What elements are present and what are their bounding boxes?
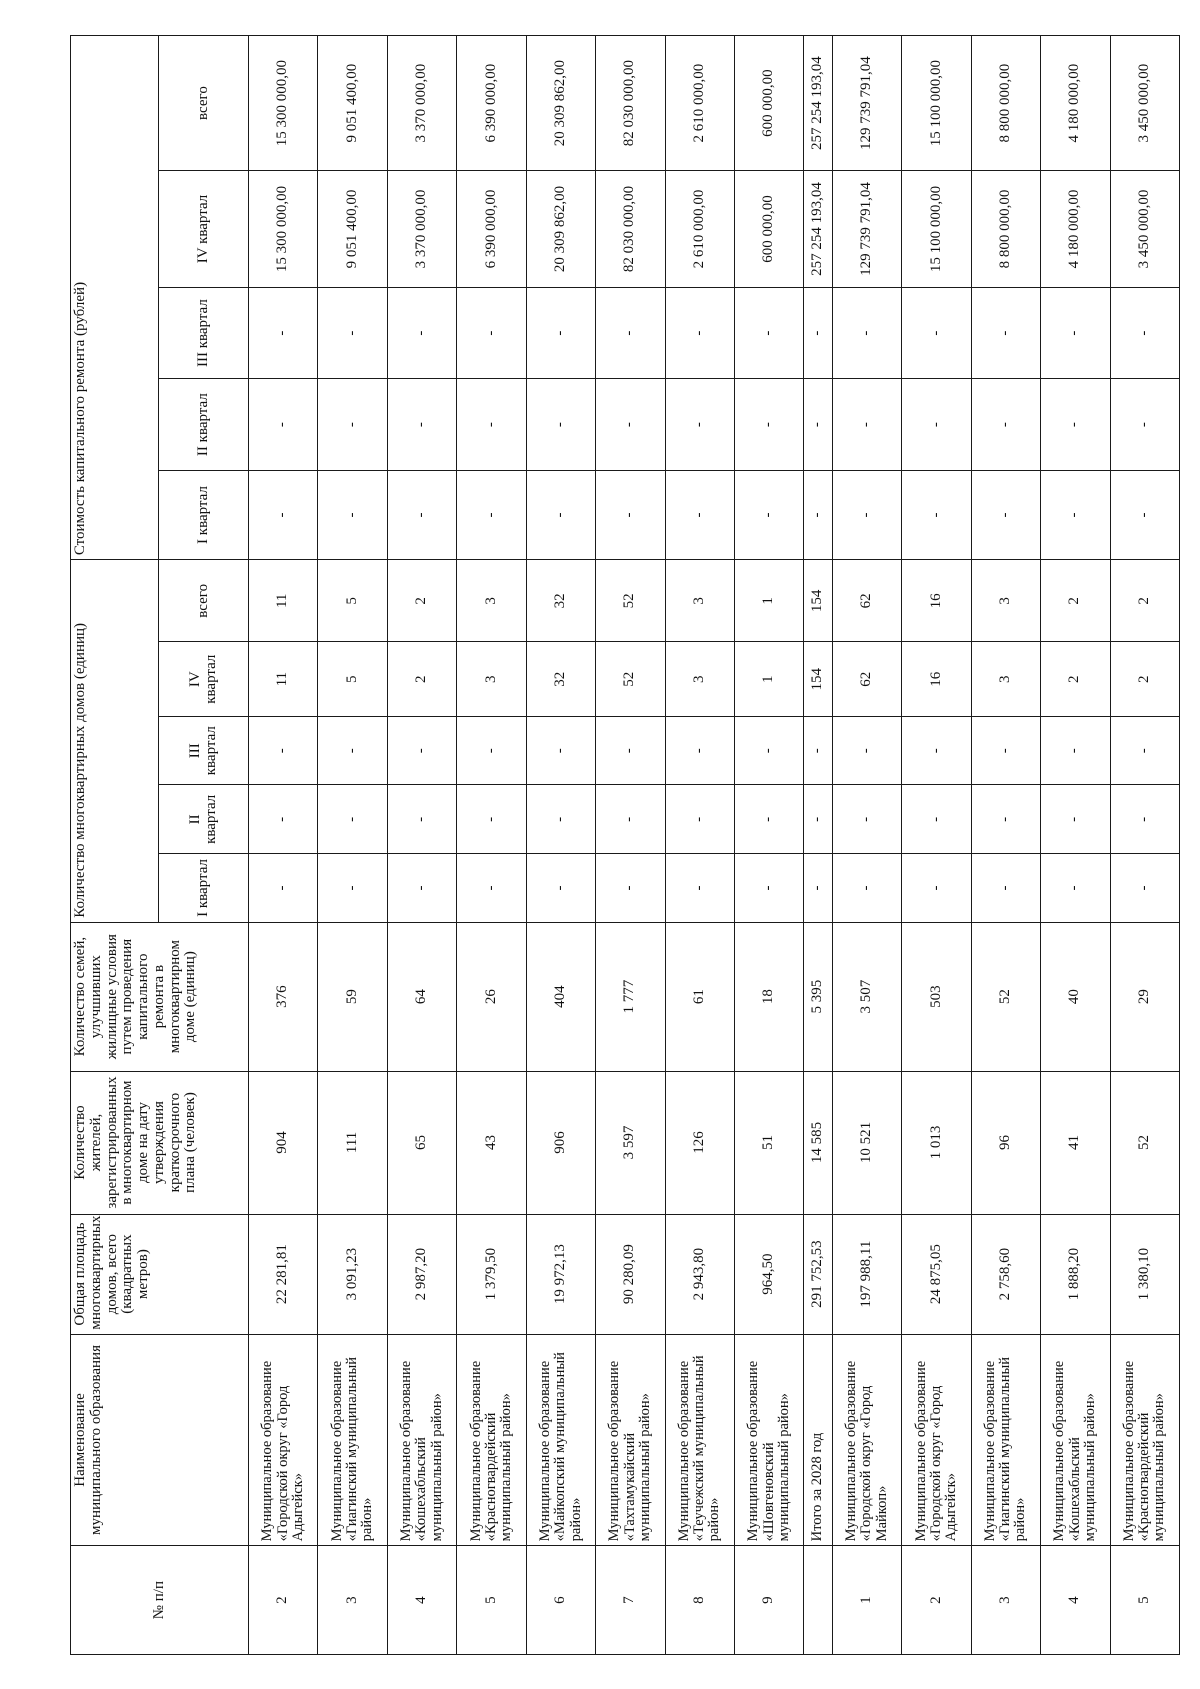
cost-q4-cell: 600 000,00 — [734, 171, 803, 288]
cost-q2-cell: - — [318, 379, 387, 471]
houses-total-cell: 62 — [832, 560, 901, 642]
cost-q3-cell: - — [526, 287, 595, 379]
cost-q1-cell: - — [804, 470, 832, 559]
cost-q3-cell: - — [318, 287, 387, 379]
residents-cell: 1 013 — [902, 1071, 971, 1214]
houses-total-cell: 3 — [971, 560, 1040, 642]
area-cell: 1 380,10 — [1110, 1214, 1180, 1334]
houses-q4-cell: 32 — [526, 642, 595, 716]
header-families: Количество семей, улучшивших жилищные условия путем проведения капитального ремонта в многоквартирном доме (единиц) — [71, 922, 249, 1071]
houses-q3-cell: - — [318, 716, 387, 785]
municipality-name: Муниципальное образование «Теучежский муниципальный район» — [665, 1334, 734, 1546]
cost-q2-cell: - — [804, 379, 832, 471]
area-cell: 24 875,05 — [902, 1214, 971, 1334]
families-cell: 3 507 — [832, 922, 901, 1071]
area-cell: 90 280,09 — [596, 1214, 665, 1334]
houses-q2-cell: - — [526, 785, 595, 854]
row-number: 5 — [457, 1546, 526, 1655]
families-cell: 61 — [665, 922, 734, 1071]
header-houses-group: Количество многоквартирных домов (единиц) — [71, 560, 159, 923]
families-cell: 404 — [526, 922, 595, 1071]
cost-q3-cell: - — [457, 287, 526, 379]
cost-q1-cell: - — [665, 470, 734, 559]
residents-cell: 51 — [734, 1071, 803, 1214]
row-number: 2 — [902, 1546, 971, 1655]
cost-q1-cell: - — [902, 470, 971, 559]
header-houses-q1: I квартал — [159, 854, 249, 923]
cost-q3-cell: - — [387, 287, 456, 379]
families-cell: 40 — [1041, 922, 1110, 1071]
houses-q1-cell: - — [457, 854, 526, 923]
municipality-name: Муниципальное образование «Кошехабльский муниципальный район» — [387, 1334, 456, 1546]
cost-total-cell: 15 100 000,00 — [902, 36, 971, 171]
families-cell: 26 — [457, 922, 526, 1071]
municipality-name: Муниципальное образование «Красногвардейский муниципальный район» — [457, 1334, 526, 1546]
cost-q2-cell: - — [1110, 379, 1180, 471]
table-row — [665, 36, 734, 1655]
houses-q2-cell: - — [902, 785, 971, 854]
houses-q4-cell: 3 — [457, 642, 526, 716]
houses-q2-cell: - — [596, 785, 665, 854]
row-number: 3 — [318, 1546, 387, 1655]
families-cell: 18 — [734, 922, 803, 1071]
cost-total-cell: 3 370 000,00 — [387, 36, 456, 171]
area-cell: 2 943,80 — [665, 1214, 734, 1334]
table-body — [249, 36, 1180, 1655]
table-row — [1041, 36, 1110, 1655]
header-houses-total: всего — [159, 560, 249, 642]
header-cost-q3: III квартал — [159, 287, 249, 379]
cost-q4-cell: 129 739 791,04 — [832, 171, 901, 288]
cost-q3-cell: - — [804, 287, 832, 379]
table-row — [734, 36, 803, 1655]
cost-q1-cell: - — [734, 470, 803, 559]
municipality-name: Муниципальное образование «Городской округ «Город Адыгейск» — [249, 1334, 318, 1546]
municipality-name: Муниципальное образование «Городской округ «Город Майкоп» — [832, 1334, 901, 1546]
families-cell: 376 — [249, 922, 318, 1071]
table-row — [1110, 36, 1180, 1655]
houses-q1-cell: - — [1041, 854, 1110, 923]
families-cell: 1 777 — [596, 922, 665, 1071]
cost-q2-cell: - — [902, 379, 971, 471]
houses-q2-cell: - — [665, 785, 734, 854]
header-cost-group: Стоимость капитального ремонта (рублей) — [71, 36, 159, 560]
houses-q3-cell: - — [971, 716, 1040, 785]
houses-q3-cell: - — [734, 716, 803, 785]
houses-total-cell: 2 — [1041, 560, 1110, 642]
houses-q4-cell: 11 — [249, 642, 318, 716]
families-cell: 29 — [1110, 922, 1180, 1071]
header-houses-q4: IV квартал — [159, 642, 249, 716]
row-number: 9 — [734, 1546, 803, 1655]
cost-total-cell: 3 450 000,00 — [1110, 36, 1180, 171]
houses-q4-cell: 62 — [832, 642, 901, 716]
cost-q2-cell: - — [832, 379, 901, 471]
houses-total-cell: 2 — [1110, 560, 1180, 642]
cost-q3-cell: - — [734, 287, 803, 379]
cost-q4-cell: 2 610 000,00 — [665, 171, 734, 288]
header-houses-q2: II квартал — [159, 785, 249, 854]
row-number: 1 — [832, 1546, 901, 1655]
houses-q3-cell: - — [596, 716, 665, 785]
municipality-name: Муниципальное образование «Тахтамукайский муниципальный район» — [596, 1334, 665, 1546]
table-row — [902, 36, 971, 1655]
cost-q2-cell: - — [387, 379, 456, 471]
houses-q4-cell: 1 — [734, 642, 803, 716]
cost-q2-cell: - — [526, 379, 595, 471]
houses-q3-cell: - — [387, 716, 456, 785]
cost-q1-cell: - — [457, 470, 526, 559]
row-number — [804, 1546, 832, 1655]
cost-q4-cell: 4 180 000,00 — [1041, 171, 1110, 288]
cost-q4-cell: 9 051 400,00 — [318, 171, 387, 288]
cost-q4-cell: 20 309 862,00 — [526, 171, 595, 288]
cost-total-cell: 129 739 791,04 — [832, 36, 901, 171]
houses-q3-cell: - — [249, 716, 318, 785]
residents-cell: 111 — [318, 1071, 387, 1214]
cost-total-cell: 4 180 000,00 — [1041, 36, 1110, 171]
cost-q1-cell: - — [387, 470, 456, 559]
table-row — [526, 36, 595, 1655]
houses-q2-cell: - — [387, 785, 456, 854]
houses-q4-cell: 2 — [387, 642, 456, 716]
area-cell: 2 987,20 — [387, 1214, 456, 1334]
area-cell: 1 379,50 — [457, 1214, 526, 1334]
houses-total-cell: 3 — [457, 560, 526, 642]
area-cell: 2 758,60 — [971, 1214, 1040, 1334]
row-number: 2 — [249, 1546, 318, 1655]
residents-cell: 904 — [249, 1071, 318, 1214]
residents-cell: 10 521 — [832, 1071, 901, 1214]
cost-total-cell: 15 300 000,00 — [249, 36, 318, 171]
cost-q3-cell: - — [665, 287, 734, 379]
area-cell: 3 091,23 — [318, 1214, 387, 1334]
residents-cell: 41 — [1041, 1071, 1110, 1214]
row-number: 4 — [1041, 1546, 1110, 1655]
houses-q4-cell: 3 — [665, 642, 734, 716]
houses-q1-cell: - — [387, 854, 456, 923]
header-residents: Количество жителей, зарегистрированных в многоквартирном доме на дату утверждения краткосрочного плана (человек) — [71, 1071, 249, 1214]
cost-q3-cell: - — [832, 287, 901, 379]
houses-q2-cell: - — [971, 785, 1040, 854]
cost-total-cell: 600 000,00 — [734, 36, 803, 171]
cost-total-cell: 82 030 000,00 — [596, 36, 665, 171]
cost-q2-cell: - — [596, 379, 665, 471]
row-number: 8 — [665, 1546, 734, 1655]
cost-q3-cell: - — [1110, 287, 1180, 379]
cost-q1-cell: - — [971, 470, 1040, 559]
cost-q4-cell: 3 370 000,00 — [387, 171, 456, 288]
area-cell: 964,50 — [734, 1214, 803, 1334]
residents-cell: 14 585 — [804, 1071, 832, 1214]
houses-q2-cell: - — [832, 785, 901, 854]
cost-q3-cell: - — [1041, 287, 1110, 379]
cost-q1-cell: - — [1041, 470, 1110, 559]
families-cell: 503 — [902, 922, 971, 1071]
municipality-name: Муниципальное образование «Майкопский муниципальный район» — [526, 1334, 595, 1546]
row-number: 6 — [526, 1546, 595, 1655]
houses-q3-cell: - — [526, 716, 595, 785]
cost-q1-cell: - — [596, 470, 665, 559]
municipality-name: Муниципальное образование «Гиагинский муниципальный район» — [971, 1334, 1040, 1546]
houses-q2-cell: - — [249, 785, 318, 854]
houses-total-cell: 52 — [596, 560, 665, 642]
houses-q2-cell: - — [1041, 785, 1110, 854]
cost-total-cell: 20 309 862,00 — [526, 36, 595, 171]
table-row — [832, 36, 901, 1655]
houses-q2-cell: - — [318, 785, 387, 854]
header-cost-q2: II квартал — [159, 379, 249, 471]
header-area: Общая площадь многоквартирных домов, всего (квадратных метров) — [71, 1214, 249, 1334]
houses-q3-cell: - — [1041, 716, 1110, 785]
residents-cell: 96 — [971, 1071, 1040, 1214]
residents-cell: 52 — [1110, 1071, 1180, 1214]
houses-q4-cell: 52 — [596, 642, 665, 716]
cost-q4-cell: 257 254 193,04 — [804, 171, 832, 288]
header-cost-total: всего — [159, 36, 249, 171]
houses-q3-cell: - — [457, 716, 526, 785]
houses-q3-cell: - — [902, 716, 971, 785]
cost-q2-cell: - — [734, 379, 803, 471]
residents-cell: 43 — [457, 1071, 526, 1214]
houses-q4-cell: 154 — [804, 642, 832, 716]
cost-q2-cell: - — [249, 379, 318, 471]
houses-q1-cell: - — [596, 854, 665, 923]
cost-q4-cell: 15 100 000,00 — [902, 171, 971, 288]
cost-q1-cell: - — [526, 470, 595, 559]
residents-cell: 126 — [665, 1071, 734, 1214]
families-cell: 52 — [971, 922, 1040, 1071]
houses-q2-cell: - — [734, 785, 803, 854]
houses-q4-cell: 5 — [318, 642, 387, 716]
cost-total-cell: 9 051 400,00 — [318, 36, 387, 171]
cost-q4-cell: 15 300 000,00 — [249, 171, 318, 288]
cost-total-cell: 6 390 000,00 — [457, 36, 526, 171]
row-number: 4 — [387, 1546, 456, 1655]
cost-q1-cell: - — [1110, 470, 1180, 559]
houses-q1-cell: - — [734, 854, 803, 923]
area-cell: 197 988,11 — [832, 1214, 901, 1334]
houses-q4-cell: 16 — [902, 642, 971, 716]
header-houses-q3: III квартал — [159, 716, 249, 785]
cost-q2-cell: - — [971, 379, 1040, 471]
table-row — [596, 36, 665, 1655]
houses-q3-cell: - — [804, 716, 832, 785]
cost-q1-cell: - — [249, 470, 318, 559]
cost-q4-cell: 82 030 000,00 — [596, 171, 665, 288]
houses-total-cell: 16 — [902, 560, 971, 642]
municipality-name: Муниципальное образование «Шовгеновский муниципальный район» — [734, 1334, 803, 1546]
cost-total-cell: 257 254 193,04 — [804, 36, 832, 171]
houses-q3-cell: - — [1110, 716, 1180, 785]
table-row — [457, 36, 526, 1655]
houses-q1-cell: - — [526, 854, 595, 923]
area-cell: 22 281,81 — [249, 1214, 318, 1334]
cost-q4-cell: 8 800 000,00 — [971, 171, 1040, 288]
houses-q3-cell: - — [832, 716, 901, 785]
table-row — [249, 36, 318, 1655]
houses-q2-cell: - — [1110, 785, 1180, 854]
cost-q3-cell: - — [971, 287, 1040, 379]
header-name: Наименование муниципального образования — [71, 1334, 249, 1546]
families-cell: 64 — [387, 922, 456, 1071]
cost-q4-cell: 3 450 000,00 — [1110, 171, 1180, 288]
row-number: 5 — [1110, 1546, 1180, 1655]
houses-total-cell: 1 — [734, 560, 803, 642]
houses-total-cell: 5 — [318, 560, 387, 642]
area-cell: 291 752,53 — [804, 1214, 832, 1334]
rotated-page — [70, 35, 1180, 1655]
municipality-name: Муниципальное образование «Гиагинский муниципальный район» — [318, 1334, 387, 1546]
houses-q2-cell: - — [457, 785, 526, 854]
table-row — [387, 36, 456, 1655]
row-number: 7 — [596, 1546, 665, 1655]
cost-total-cell: 8 800 000,00 — [971, 36, 1040, 171]
houses-total-cell: 3 — [665, 560, 734, 642]
houses-q1-cell: - — [804, 854, 832, 923]
cost-q2-cell: - — [1041, 379, 1110, 471]
houses-q4-cell: 3 — [971, 642, 1040, 716]
cost-q1-cell: - — [832, 470, 901, 559]
table-row — [804, 36, 832, 1655]
residents-cell: 906 — [526, 1071, 595, 1214]
header-cost-q1: I квартал — [159, 470, 249, 559]
cost-q1-cell: - — [318, 470, 387, 559]
houses-q1-cell: - — [1110, 854, 1180, 923]
header-num: № п/п — [71, 1546, 249, 1655]
houses-q1-cell: - — [665, 854, 734, 923]
capital-repair-table — [70, 35, 1180, 1655]
houses-q1-cell: - — [318, 854, 387, 923]
houses-total-cell: 2 — [387, 560, 456, 642]
cost-q3-cell: - — [902, 287, 971, 379]
cost-q2-cell: - — [665, 379, 734, 471]
houses-q4-cell: 2 — [1041, 642, 1110, 716]
houses-total-cell: 11 — [249, 560, 318, 642]
cost-total-cell: 2 610 000,00 — [665, 36, 734, 171]
houses-q2-cell: - — [804, 785, 832, 854]
residents-cell: 3 597 — [596, 1071, 665, 1214]
houses-q1-cell: - — [832, 854, 901, 923]
families-cell: 5 395 — [804, 922, 832, 1071]
municipality-name: Муниципальное образование «Городской округ «Город Адыгейск» — [902, 1334, 971, 1546]
municipality-name: Итого за 2028 год — [804, 1334, 832, 1546]
houses-q3-cell: - — [665, 716, 734, 785]
header-cost-q4: IV квартал — [159, 171, 249, 288]
area-cell: 1 888,20 — [1041, 1214, 1110, 1334]
houses-q4-cell: 2 — [1110, 642, 1180, 716]
table-row — [971, 36, 1040, 1655]
cost-q3-cell: - — [596, 287, 665, 379]
families-cell: 59 — [318, 922, 387, 1071]
houses-q1-cell: - — [971, 854, 1040, 923]
houses-total-cell: 154 — [804, 560, 832, 642]
houses-q1-cell: - — [902, 854, 971, 923]
cost-q4-cell: 6 390 000,00 — [457, 171, 526, 288]
residents-cell: 65 — [387, 1071, 456, 1214]
houses-q1-cell: - — [249, 854, 318, 923]
municipality-name: Муниципальное образование «Кошехабльский муниципальный район» — [1041, 1334, 1110, 1546]
row-number: 3 — [971, 1546, 1040, 1655]
houses-total-cell: 32 — [526, 560, 595, 642]
cost-q3-cell: - — [249, 287, 318, 379]
cost-q2-cell: - — [457, 379, 526, 471]
area-cell: 19 972,13 — [526, 1214, 595, 1334]
table-row — [318, 36, 387, 1655]
municipality-name: Муниципальное образование «Красногвардейский муниципальный район» — [1110, 1334, 1180, 1546]
